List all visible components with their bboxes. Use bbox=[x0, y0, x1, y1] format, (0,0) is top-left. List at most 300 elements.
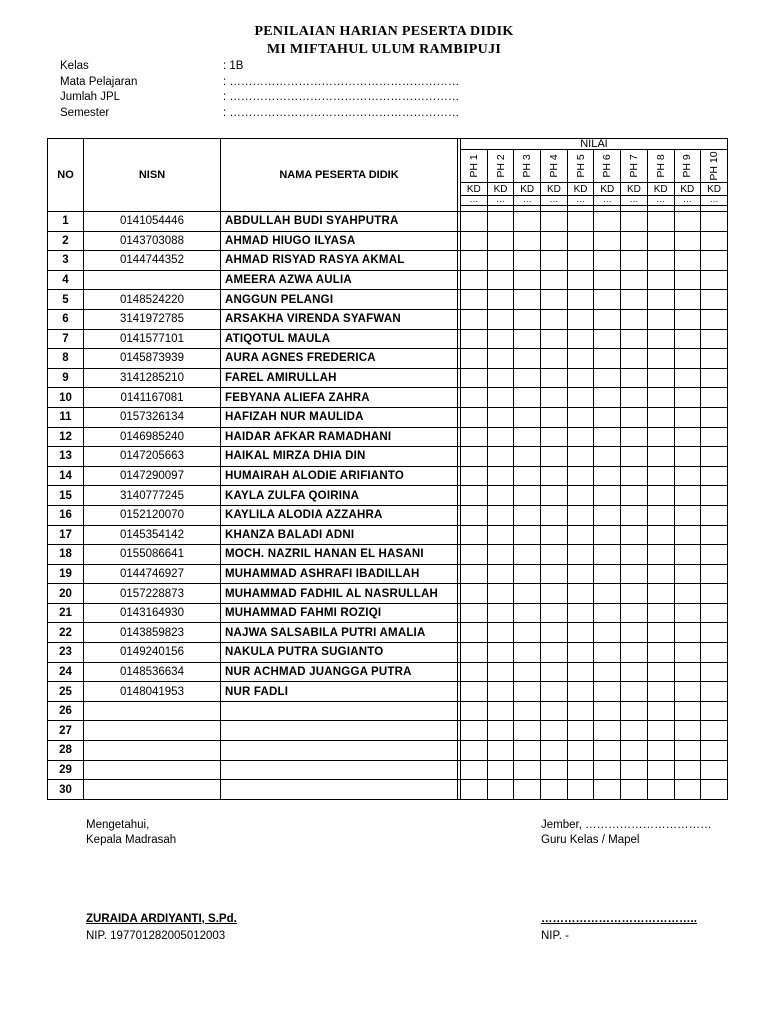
kd-label: KD bbox=[594, 183, 621, 196]
grade-cell bbox=[514, 564, 541, 584]
grade-cell bbox=[701, 505, 728, 525]
row-number: 15 bbox=[48, 486, 84, 506]
grade-cell bbox=[541, 564, 568, 584]
table-row bbox=[48, 231, 728, 251]
grade-cell bbox=[674, 525, 701, 545]
grade-cell bbox=[567, 427, 594, 447]
grade-cell bbox=[487, 251, 514, 271]
grade-cell bbox=[541, 270, 568, 290]
grade-cell bbox=[567, 407, 594, 427]
kd-label: KD bbox=[647, 183, 674, 196]
ph-header-cell bbox=[541, 150, 568, 183]
grade-cell bbox=[621, 270, 648, 290]
grade-cell bbox=[487, 486, 514, 506]
table-row bbox=[48, 505, 728, 525]
grade-cell bbox=[674, 741, 701, 761]
kd-label: KD bbox=[621, 183, 648, 196]
grade-cell bbox=[594, 760, 621, 780]
grade-cell bbox=[567, 760, 594, 780]
grade-cell bbox=[647, 721, 674, 741]
sig-left-line1: Mengetahui, bbox=[86, 819, 150, 831]
ph-header-cell bbox=[621, 150, 648, 183]
grade-cell bbox=[701, 329, 728, 349]
grade-cell bbox=[487, 564, 514, 584]
grade-cell bbox=[461, 623, 488, 643]
kd-label: KD bbox=[567, 183, 594, 196]
row-nisn bbox=[84, 721, 221, 741]
row-number: 28 bbox=[48, 741, 84, 761]
row-number: 19 bbox=[48, 564, 84, 584]
grade-cell bbox=[647, 780, 674, 800]
grade-cell bbox=[567, 525, 594, 545]
grade-cell bbox=[674, 427, 701, 447]
grade-cell bbox=[567, 466, 594, 486]
row-nisn: 3141285210 bbox=[84, 368, 221, 388]
grade-cell bbox=[701, 525, 728, 545]
grade-cell bbox=[541, 349, 568, 369]
row-name: NUR FADLI bbox=[221, 682, 458, 702]
row-number: 14 bbox=[48, 466, 84, 486]
grade-cell bbox=[487, 721, 514, 741]
grade-cell bbox=[541, 407, 568, 427]
grade-cell bbox=[621, 486, 648, 506]
row-name: NAKULA PUTRA SUGIANTO bbox=[221, 643, 458, 663]
row-number: 11 bbox=[48, 407, 84, 427]
grade-cell bbox=[461, 309, 488, 329]
grade-cell bbox=[461, 388, 488, 408]
table-row bbox=[48, 368, 728, 388]
row-number: 17 bbox=[48, 525, 84, 545]
ph-header-cell bbox=[487, 150, 514, 183]
row-number: 4 bbox=[48, 270, 84, 290]
grade-cell bbox=[621, 682, 648, 702]
grade-cell bbox=[621, 368, 648, 388]
grade-cell bbox=[647, 525, 674, 545]
grade-cell bbox=[461, 584, 488, 604]
grade-cell bbox=[487, 368, 514, 388]
grade-cell bbox=[647, 545, 674, 565]
grade-cell bbox=[621, 349, 648, 369]
row-nisn: 0143703088 bbox=[84, 231, 221, 251]
grade-cell bbox=[487, 427, 514, 447]
grade-cell bbox=[514, 525, 541, 545]
grade-cell bbox=[594, 466, 621, 486]
grade-cell bbox=[461, 212, 488, 232]
table-row bbox=[48, 466, 728, 486]
grade-cell bbox=[621, 329, 648, 349]
grade-cell bbox=[541, 368, 568, 388]
grade-cell bbox=[461, 290, 488, 310]
grade-cell bbox=[567, 643, 594, 663]
grade-cell bbox=[674, 251, 701, 271]
meta-value: : …………………………………………………… bbox=[223, 106, 460, 119]
grade-cell bbox=[647, 662, 674, 682]
ph-label: PH 6 bbox=[601, 154, 614, 178]
grade-cell bbox=[621, 545, 648, 565]
grade-cell bbox=[541, 525, 568, 545]
grade-cell bbox=[487, 505, 514, 525]
grade-cell bbox=[701, 564, 728, 584]
grade-cell bbox=[621, 427, 648, 447]
grade-cell bbox=[541, 251, 568, 271]
grade-cell bbox=[514, 643, 541, 663]
grade-cell bbox=[461, 760, 488, 780]
grade-cell bbox=[461, 721, 488, 741]
row-name bbox=[221, 701, 458, 721]
row-nisn: 0149240156 bbox=[84, 643, 221, 663]
grade-cell bbox=[647, 407, 674, 427]
row-number: 12 bbox=[48, 427, 84, 447]
grade-cell bbox=[487, 525, 514, 545]
grade-cell bbox=[621, 564, 648, 584]
row-name: AMEERA AZWA AULIA bbox=[221, 270, 458, 290]
ph-label: PH 1 bbox=[467, 154, 480, 178]
row-number: 27 bbox=[48, 721, 84, 741]
ph-label: PH 5 bbox=[574, 154, 587, 178]
row-nisn: 0148524220 bbox=[84, 290, 221, 310]
grade-cell bbox=[674, 603, 701, 623]
row-name: NAJWA SALSABILA PUTRI AMALIA bbox=[221, 623, 458, 643]
ph-label: PH 10 bbox=[708, 151, 721, 181]
table-row bbox=[48, 545, 728, 565]
principal-nip: NIP. 197701282005012003 bbox=[86, 930, 226, 942]
grade-cell bbox=[674, 760, 701, 780]
row-number: 5 bbox=[48, 290, 84, 310]
grade-cell bbox=[701, 584, 728, 604]
row-name bbox=[221, 760, 458, 780]
grade-cell bbox=[647, 584, 674, 604]
grade-cell bbox=[674, 701, 701, 721]
grade-cell bbox=[674, 623, 701, 643]
meta-label: Semester bbox=[60, 106, 110, 119]
grade-cell bbox=[701, 701, 728, 721]
grade-cell bbox=[674, 309, 701, 329]
row-number: 13 bbox=[48, 447, 84, 467]
table-row bbox=[48, 584, 728, 604]
grade-cell bbox=[541, 505, 568, 525]
table-row bbox=[48, 407, 728, 427]
grade-cell bbox=[647, 505, 674, 525]
table-row bbox=[48, 349, 728, 369]
ph-header-cell bbox=[701, 150, 728, 183]
grade-cell bbox=[674, 662, 701, 682]
ph-label: PH 4 bbox=[547, 154, 560, 178]
grade-cell bbox=[541, 545, 568, 565]
grade-cell bbox=[647, 368, 674, 388]
row-name: MUHAMMAD ASHRAFI IBADILLAH bbox=[221, 564, 458, 584]
row-name: MUHAMMAD FAHMI ROZIQI bbox=[221, 603, 458, 623]
ph-header-cell bbox=[594, 150, 621, 183]
grade-cell bbox=[674, 643, 701, 663]
table-row bbox=[48, 309, 728, 329]
kd-dots: … bbox=[541, 196, 568, 206]
kd-dots: … bbox=[594, 196, 621, 206]
grade-cell bbox=[701, 427, 728, 447]
ph-label: PH 7 bbox=[627, 154, 640, 178]
row-nisn: 0141167081 bbox=[84, 388, 221, 408]
grade-cell bbox=[461, 780, 488, 800]
grade-cell bbox=[567, 584, 594, 604]
grade-cell bbox=[621, 407, 648, 427]
grade-cell bbox=[647, 623, 674, 643]
grade-cell bbox=[514, 309, 541, 329]
grade-cell bbox=[647, 309, 674, 329]
grade-cell bbox=[487, 388, 514, 408]
grade-cell bbox=[487, 309, 514, 329]
grade-cell bbox=[701, 721, 728, 741]
ph-label: PH 8 bbox=[654, 154, 667, 178]
grade-cell bbox=[487, 643, 514, 663]
grade-cell bbox=[514, 780, 541, 800]
grade-cell bbox=[701, 349, 728, 369]
grade-cell bbox=[701, 643, 728, 663]
grade-cell bbox=[461, 231, 488, 251]
grade-cell bbox=[594, 545, 621, 565]
table-row bbox=[48, 212, 728, 232]
grade-cell bbox=[701, 780, 728, 800]
grade-cell bbox=[594, 662, 621, 682]
grade-cell bbox=[674, 721, 701, 741]
grade-cell bbox=[674, 780, 701, 800]
grade-cell bbox=[621, 505, 648, 525]
grade-cell bbox=[647, 251, 674, 271]
grade-cell bbox=[541, 329, 568, 349]
row-nisn bbox=[84, 760, 221, 780]
grade-cell bbox=[594, 701, 621, 721]
grade-cell bbox=[487, 545, 514, 565]
kd-dots: … bbox=[621, 196, 648, 206]
grade-cell bbox=[541, 701, 568, 721]
grade-cell bbox=[461, 741, 488, 761]
grade-cell bbox=[487, 270, 514, 290]
table-row bbox=[48, 721, 728, 741]
grade-cell bbox=[487, 682, 514, 702]
grade-table bbox=[47, 138, 728, 800]
row-name: NUR ACHMAD JUANGGA PUTRA bbox=[221, 662, 458, 682]
grade-cell bbox=[701, 388, 728, 408]
row-name: MOCH. NAZRIL HANAN EL HASANI bbox=[221, 545, 458, 565]
row-name: AHMAD HIUGO ILYASA bbox=[221, 231, 458, 251]
grade-cell bbox=[541, 623, 568, 643]
row-number: 29 bbox=[48, 760, 84, 780]
grade-cell bbox=[567, 721, 594, 741]
grade-cell bbox=[461, 270, 488, 290]
grade-cell bbox=[701, 212, 728, 232]
row-number: 26 bbox=[48, 701, 84, 721]
grade-cell bbox=[621, 251, 648, 271]
document-title: PENILAIAN HARIAN PESERTA DIDIK bbox=[254, 24, 514, 39]
grade-cell bbox=[461, 525, 488, 545]
grade-cell bbox=[701, 760, 728, 780]
grade-cell bbox=[461, 407, 488, 427]
ph-label: PH 9 bbox=[681, 154, 694, 178]
grade-cell bbox=[594, 270, 621, 290]
grade-cell bbox=[621, 309, 648, 329]
grade-cell bbox=[514, 329, 541, 349]
grade-cell bbox=[647, 212, 674, 232]
grade-cell bbox=[701, 309, 728, 329]
row-nisn bbox=[84, 701, 221, 721]
grade-cell bbox=[647, 447, 674, 467]
grade-cell bbox=[461, 545, 488, 565]
grade-cell bbox=[621, 447, 648, 467]
grade-cell bbox=[541, 290, 568, 310]
row-nisn: 0143859823 bbox=[84, 623, 221, 643]
grade-cell bbox=[487, 584, 514, 604]
kd-label: KD bbox=[487, 183, 514, 196]
grade-cell bbox=[514, 505, 541, 525]
grade-cell bbox=[514, 486, 541, 506]
row-number: 30 bbox=[48, 780, 84, 800]
row-number: 16 bbox=[48, 505, 84, 525]
row-name: ABDULLAH BUDI SYAHPUTRA bbox=[221, 212, 458, 232]
grade-cell bbox=[514, 212, 541, 232]
ph-label: PH 3 bbox=[521, 154, 534, 178]
grade-cell bbox=[674, 388, 701, 408]
kd-label: KD bbox=[461, 183, 488, 196]
grade-cell bbox=[701, 231, 728, 251]
header-name: NAMA PESERTA DIDIK bbox=[221, 139, 458, 212]
grade-cell bbox=[461, 427, 488, 447]
grade-cell bbox=[487, 290, 514, 310]
grade-cell bbox=[514, 545, 541, 565]
grade-cell bbox=[541, 231, 568, 251]
grade-cell bbox=[514, 427, 541, 447]
grade-cell bbox=[594, 721, 621, 741]
grade-cell bbox=[567, 309, 594, 329]
row-nisn: 0148041953 bbox=[84, 682, 221, 702]
row-name: AURA AGNES FREDERICA bbox=[221, 349, 458, 369]
row-nisn: 0147205663 bbox=[84, 447, 221, 467]
grade-cell bbox=[594, 349, 621, 369]
ph-header-cell bbox=[567, 150, 594, 183]
grade-cell bbox=[514, 388, 541, 408]
grade-cell bbox=[541, 741, 568, 761]
grade-cell bbox=[701, 741, 728, 761]
row-nisn: 0155086641 bbox=[84, 545, 221, 565]
grade-cell bbox=[594, 603, 621, 623]
grade-cell bbox=[621, 741, 648, 761]
row-number: 24 bbox=[48, 662, 84, 682]
row-nisn bbox=[84, 780, 221, 800]
grade-cell bbox=[514, 721, 541, 741]
meta-value: : 1B bbox=[223, 60, 244, 72]
grade-cell bbox=[701, 466, 728, 486]
grade-cell bbox=[674, 231, 701, 251]
grade-cell bbox=[514, 349, 541, 369]
grade-cell bbox=[487, 741, 514, 761]
grade-cell bbox=[487, 212, 514, 232]
row-number: 25 bbox=[48, 682, 84, 702]
grade-cell bbox=[647, 760, 674, 780]
grade-cell bbox=[461, 682, 488, 702]
grade-cell bbox=[594, 309, 621, 329]
grade-cell bbox=[674, 349, 701, 369]
grade-cell bbox=[567, 701, 594, 721]
grade-cell bbox=[487, 623, 514, 643]
meta-value: : …………………………………………………… bbox=[223, 91, 460, 103]
row-nisn: 0143164930 bbox=[84, 603, 221, 623]
grade-cell bbox=[567, 486, 594, 506]
row-number: 2 bbox=[48, 231, 84, 251]
kd-dots: … bbox=[461, 196, 488, 206]
grade-cell bbox=[647, 643, 674, 663]
kd-dots: … bbox=[487, 196, 514, 206]
row-nisn: 0146985240 bbox=[84, 427, 221, 447]
grade-cell bbox=[674, 407, 701, 427]
grade-cell bbox=[594, 427, 621, 447]
grade-cell bbox=[567, 388, 594, 408]
grade-cell bbox=[594, 623, 621, 643]
row-nisn: 0145873939 bbox=[84, 349, 221, 369]
table-row bbox=[48, 603, 728, 623]
table-row bbox=[48, 290, 728, 310]
row-nisn: 3140777245 bbox=[84, 486, 221, 506]
row-number: 7 bbox=[48, 329, 84, 349]
grade-cell bbox=[567, 231, 594, 251]
kd-dots: … bbox=[647, 196, 674, 206]
grade-cell bbox=[647, 388, 674, 408]
row-name: ATIQOTUL MAULA bbox=[221, 329, 458, 349]
grade-cell bbox=[594, 525, 621, 545]
grade-cell bbox=[567, 349, 594, 369]
row-number: 23 bbox=[48, 643, 84, 663]
row-name: KAYLA ZULFA QOIRINA bbox=[221, 486, 458, 506]
row-name: KAYLILA ALODIA AZZAHRA bbox=[221, 505, 458, 525]
grade-cell bbox=[594, 486, 621, 506]
grade-cell bbox=[487, 447, 514, 467]
grade-cell bbox=[514, 368, 541, 388]
grade-cell bbox=[541, 760, 568, 780]
kd-dots: … bbox=[701, 196, 728, 206]
grade-cell bbox=[701, 251, 728, 271]
row-nisn: 3141972785 bbox=[84, 309, 221, 329]
grade-cell bbox=[514, 584, 541, 604]
grade-cell bbox=[541, 662, 568, 682]
grade-cell bbox=[674, 466, 701, 486]
teacher-name: ………………………………….. bbox=[541, 913, 697, 925]
kd-dots: … bbox=[674, 196, 701, 206]
grade-cell bbox=[514, 407, 541, 427]
grade-cell bbox=[541, 427, 568, 447]
grade-cell bbox=[487, 466, 514, 486]
grade-cell bbox=[461, 466, 488, 486]
grade-cell bbox=[621, 525, 648, 545]
grade-cell bbox=[647, 564, 674, 584]
grade-cell bbox=[567, 662, 594, 682]
grade-cell bbox=[701, 682, 728, 702]
table-row bbox=[48, 388, 728, 408]
grade-cell bbox=[621, 212, 648, 232]
grade-cell bbox=[594, 388, 621, 408]
grade-cell bbox=[541, 721, 568, 741]
grade-cell bbox=[487, 760, 514, 780]
grade-cell bbox=[567, 290, 594, 310]
row-number: 3 bbox=[48, 251, 84, 271]
grade-cell bbox=[621, 584, 648, 604]
grade-cell bbox=[461, 505, 488, 525]
grade-cell bbox=[567, 545, 594, 565]
row-number: 20 bbox=[48, 584, 84, 604]
grade-cell bbox=[647, 231, 674, 251]
grade-cell bbox=[594, 584, 621, 604]
grade-cell bbox=[487, 231, 514, 251]
grade-cell bbox=[514, 662, 541, 682]
row-name: MUHAMMAD FADHIL AL NASRULLAH bbox=[221, 584, 458, 604]
grade-cell bbox=[541, 309, 568, 329]
grade-cell bbox=[514, 270, 541, 290]
sig-right-line2: Guru Kelas / Mapel bbox=[541, 834, 640, 846]
